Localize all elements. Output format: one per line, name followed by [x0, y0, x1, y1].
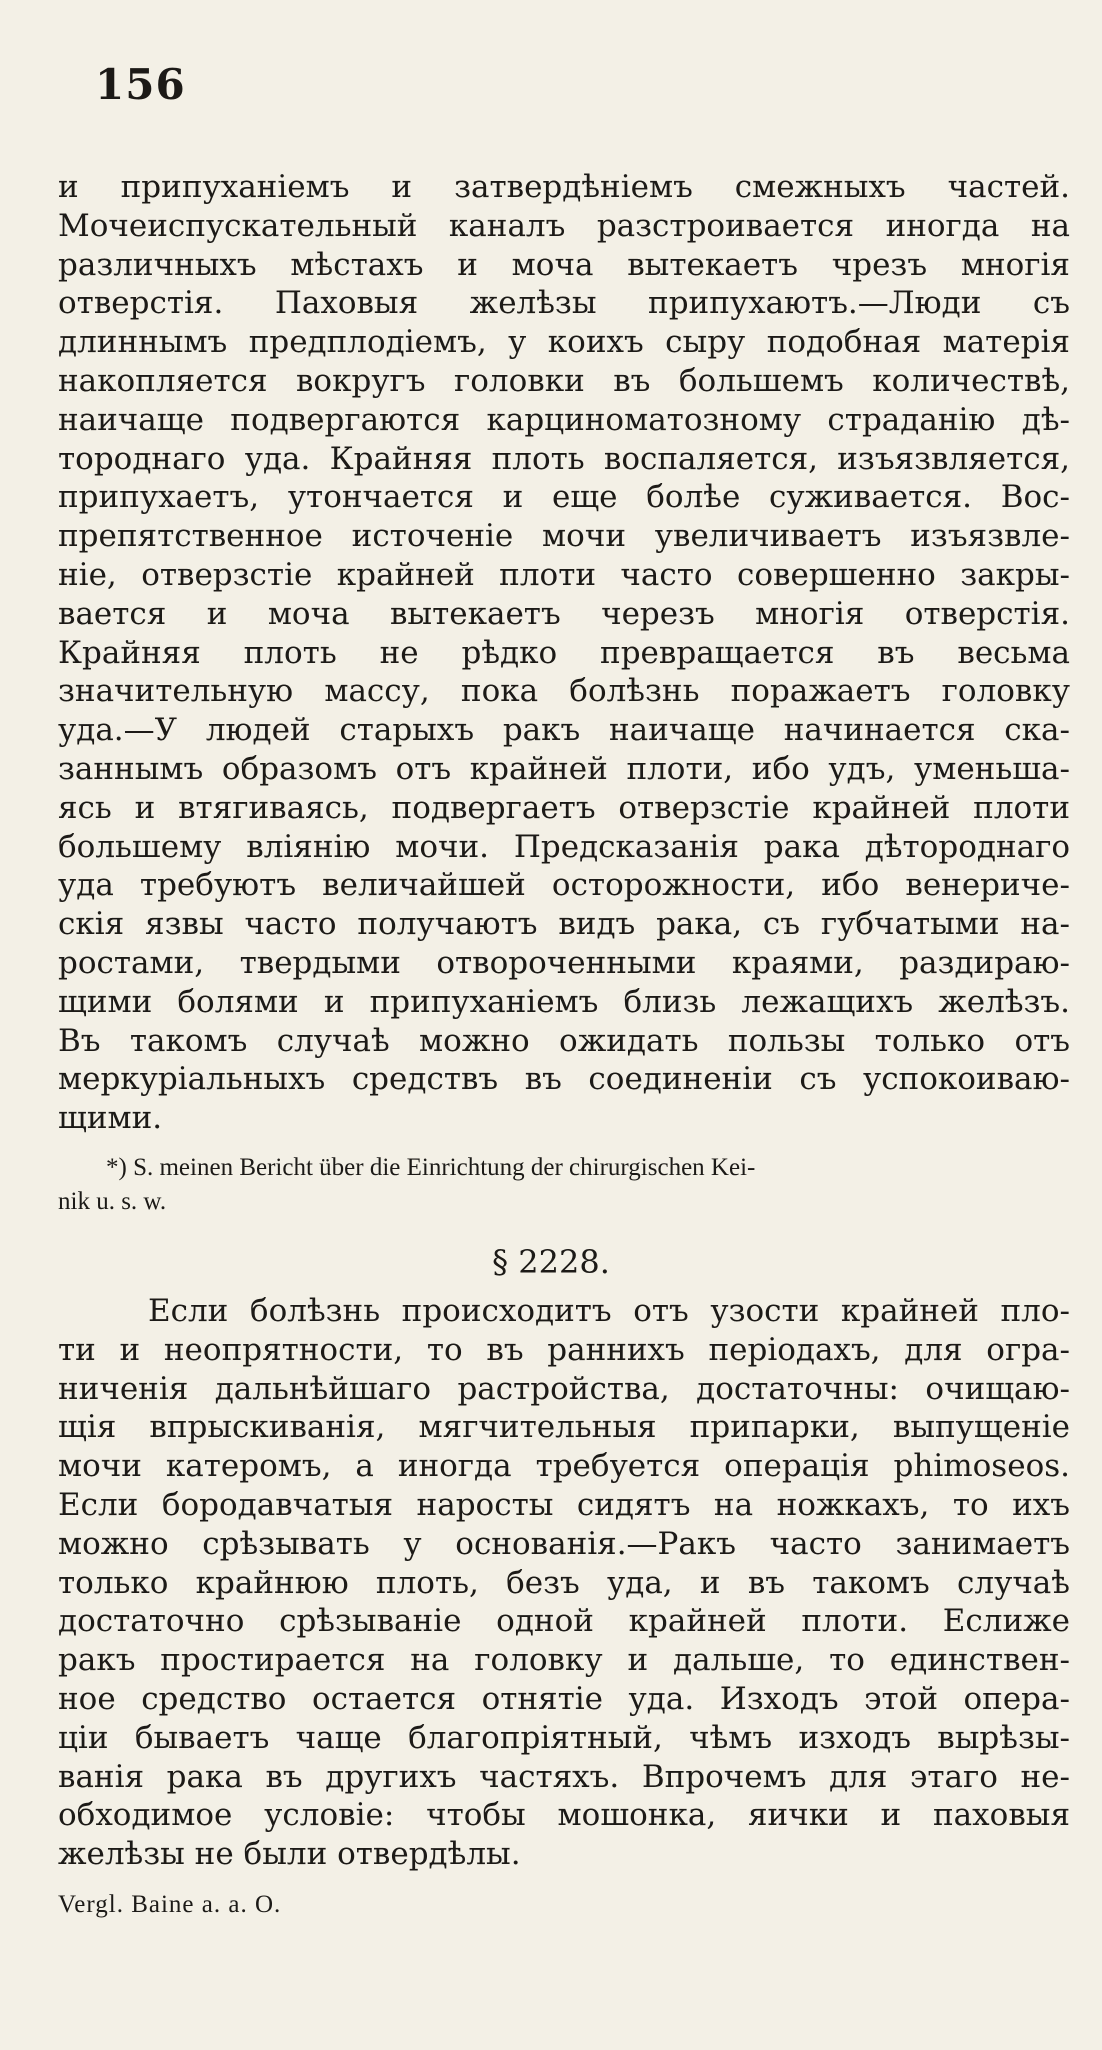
text-line: припухаетъ, утончается и еще болѣе суживается. Вос- — [58, 479, 1070, 516]
paragraph-2 — [58, 1292, 1070, 1874]
text-line: вается и моча вытекаетъ черезъ многія отверстія. — [58, 595, 1070, 632]
text-line: ціи бываетъ чаще благопріятный, чѣмъ изходъ вырѣзы- — [58, 1719, 1070, 1756]
text-line: Въ такомъ случаѣ можно ожидать пользы только отъ — [58, 1022, 1070, 1059]
footnote-line: *) S. meinen Bericht über die Einrichtung der chirurgischen Kei- — [106, 1154, 756, 1181]
text-line: уда.—У людей старыхъ ракъ наичаще начинается ска- — [58, 712, 1070, 749]
text-line: ростами, твердыми отвороченными краями, раздираю- — [58, 944, 1070, 981]
text-line: заннымъ образомъ отъ крайней плоти, ибо удъ, уменьша- — [58, 750, 1070, 787]
text-line: уда требуютъ величайшей осторожности, ибо венериче- — [58, 867, 1070, 904]
page-number: 156 — [95, 60, 186, 109]
text-line: и припуханіемъ и затвердѣніемъ смежныхъ частей. — [58, 169, 1070, 205]
text-line: накопляется вокругъ головки въ большемъ количествѣ, — [58, 362, 1070, 399]
text-line: отверстія. Паховыя желѣзы припухаютъ.—Люди съ — [58, 285, 1070, 322]
text-line: Крайняя плоть не рѣдко превращается въ весьма — [58, 634, 1070, 671]
text-line: значительную массу, пока болѣзнь поражаетъ головку — [58, 673, 1070, 710]
text-line: различныхъ мѣстахъ и моча вытекаетъ чрезъ многія — [58, 246, 1070, 283]
reference-note: Vergl. Baine a. a. O. — [58, 1891, 282, 1918]
text-line: Если болѣзнь происходитъ отъ узости крайней пло- — [148, 1293, 1070, 1329]
text-line: ракъ простирается на головку и дальше, то единствен- — [58, 1642, 1070, 1679]
text-line: щими болями и припуханіемъ близь лежащихъ желѣзъ. — [58, 983, 1070, 1020]
text-line: наичаще подвергаются карциноматозному страданію дѣ- — [58, 401, 1070, 438]
text-line: ниченія дальнѣйшаго растройства, достаточны: очищаю- — [58, 1370, 1070, 1407]
paragraph-1 — [58, 168, 1070, 1138]
text-line: только крайнюю плоть, безъ уда, и въ такомъ случаѣ — [58, 1564, 1070, 1601]
section-heading: § 2228. — [492, 1243, 610, 1281]
text-line: скія язвы часто получаютъ видъ рака, съ губчатыми на- — [58, 906, 1070, 943]
text-line: ное средство остается отнятіе уда. Изходъ этой опера- — [58, 1680, 1070, 1717]
footnote-line: nik u. s. w. — [58, 1188, 167, 1215]
text-line: щія впрыскиванія, мягчительныя припарки, выпущеніе — [58, 1409, 1070, 1446]
footnote — [58, 1151, 1070, 1219]
text-line: длиннымъ предплодіемъ, у коихъ сыру подобная матерія — [58, 324, 1070, 361]
text-line: меркуріальныхъ средствъ въ соединеніи съ успокоиваю- — [58, 1061, 1070, 1098]
text-line: тороднаго уда. Крайняя плоть воспаляется, изъязвляется, — [58, 440, 1070, 477]
text-line: щими. — [58, 1100, 163, 1137]
text-line: ясь и втягиваясь, подвергаетъ отверзстіе крайней плоти — [58, 789, 1070, 826]
text-line: можно срѣзывать у основанія.—Ракъ часто занимаетъ — [58, 1525, 1070, 1562]
text-line: препятственное источеніе мочи увеличиваетъ изъязвле- — [58, 518, 1070, 555]
text-line: мочи катеромъ, а иногда требуется операція phimoseos. — [58, 1448, 1070, 1485]
text-line: желѣзы не были отвердѣлы. — [58, 1836, 521, 1873]
text-line: Если бородавчатыя наросты сидятъ на ножкахъ, то ихъ — [58, 1486, 1070, 1523]
text-line: достаточно срѣзываніе одной крайней плоти. Еслиже — [58, 1603, 1070, 1640]
text-line: большему вліянію мочи. Предсказанія рака дѣтороднаго — [58, 828, 1070, 865]
text-line: обходимое условіе: чтобы мошонка, яички и паховыя — [58, 1797, 1070, 1834]
text-line: ти и неопрятности, то въ раннихъ періодахъ, для огра- — [58, 1331, 1070, 1368]
text-line: ванія рака въ другихъ частяхъ. Впрочемъ для этаго не- — [58, 1758, 1070, 1795]
text-line: ніе, отверзстіе крайней плоти часто совершенно закры- — [58, 556, 1070, 593]
text-line: Мочеиспускательный каналъ разстроивается иногда на — [58, 207, 1070, 244]
